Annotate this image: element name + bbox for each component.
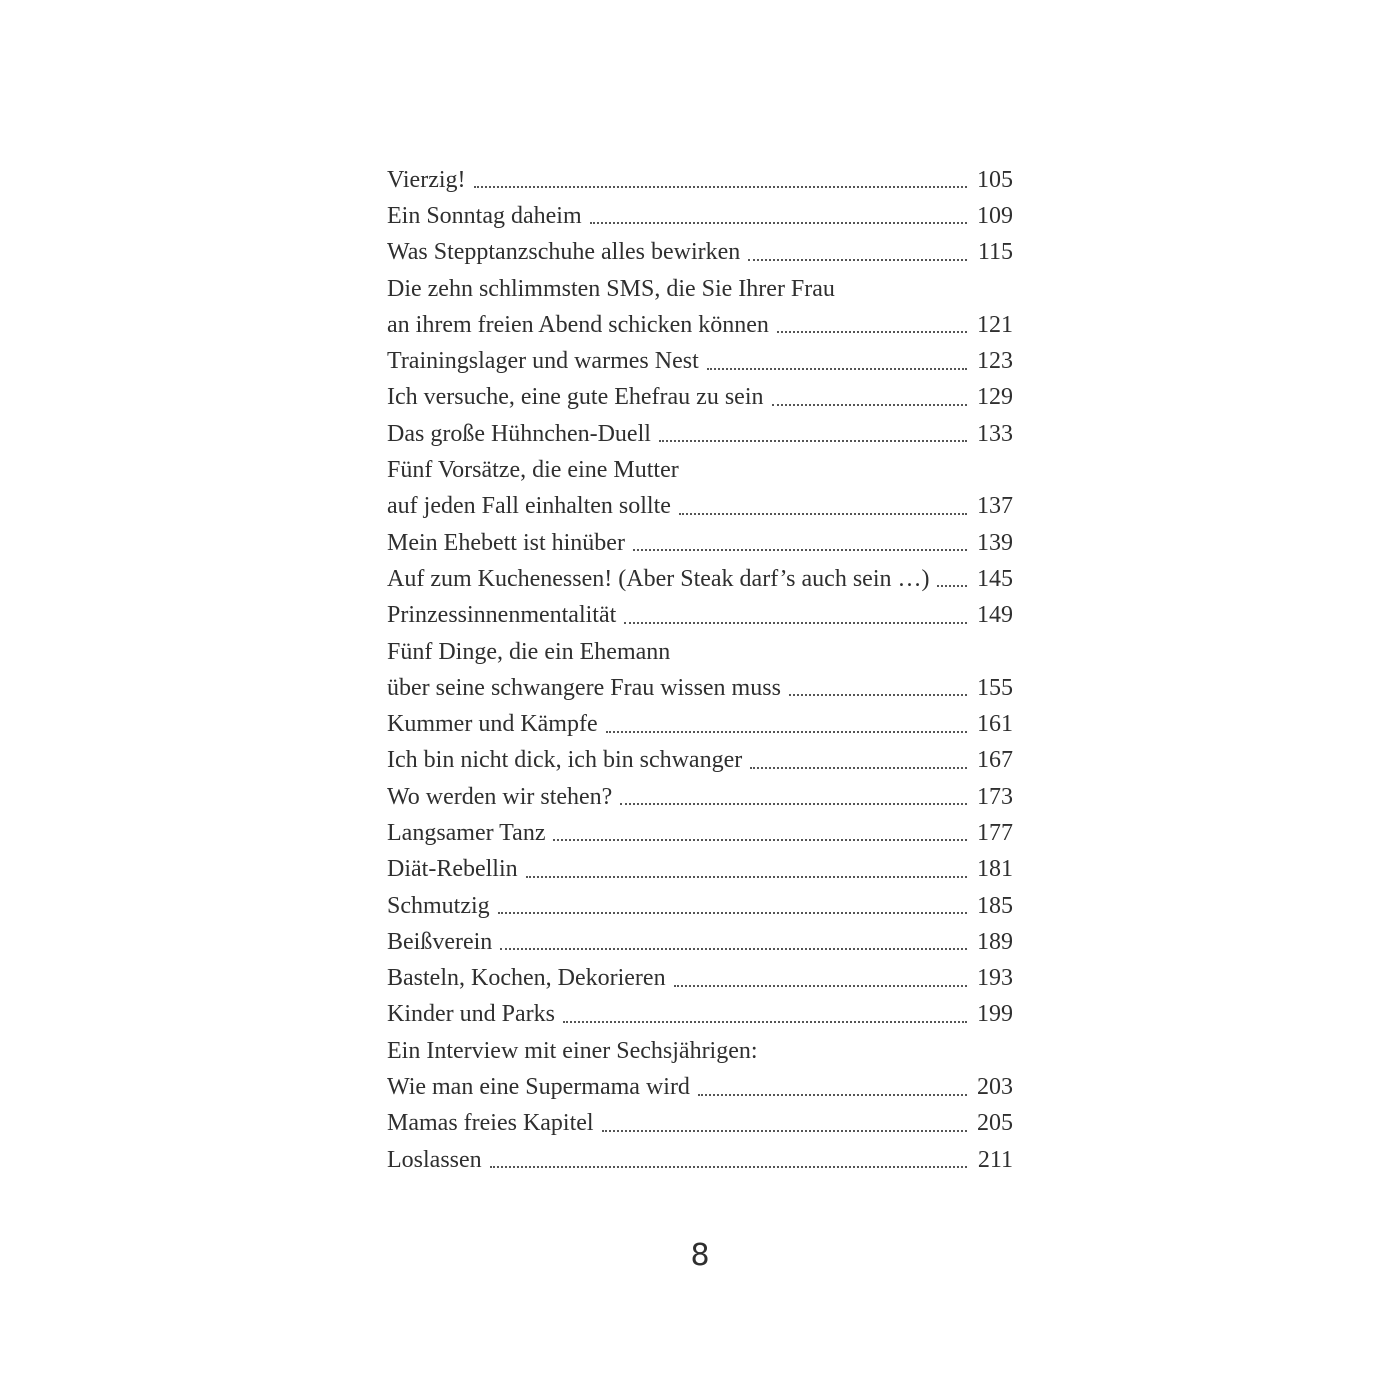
toc-entry (387, 634, 1013, 707)
toc-page-number: 161 (977, 711, 1013, 738)
toc-line (387, 670, 1013, 706)
toc-entry (387, 1033, 1013, 1106)
toc-page-number: 115 (977, 239, 1013, 266)
toc-line (387, 271, 1013, 307)
toc-entry (387, 561, 1013, 597)
dot-leader (553, 839, 967, 841)
toc-title: Ich versuche, eine gute Ehefrau zu sein (387, 384, 764, 411)
toc-entry (387, 343, 1013, 379)
dot-leader (490, 1166, 967, 1168)
toc-entry (387, 706, 1013, 742)
toc-entry (387, 598, 1013, 634)
toc-page-number: 105 (977, 166, 1013, 193)
toc-line (387, 852, 1013, 888)
toc-line (387, 997, 1013, 1033)
toc-line (387, 743, 1013, 779)
toc-page-number: 123 (977, 348, 1013, 375)
dot-leader (698, 1094, 967, 1096)
toc-title: Loslassen (387, 1146, 482, 1173)
toc-entry (387, 815, 1013, 851)
toc-title: Mein Ehebett ist hinüber (387, 529, 625, 556)
toc-page-number: 133 (977, 420, 1013, 447)
toc-entry (387, 525, 1013, 561)
toc-title: Fünf Dinge, die ein Ehemann (387, 638, 671, 665)
toc-line (387, 961, 1013, 997)
dot-leader (474, 186, 967, 188)
toc-entry (387, 852, 1013, 888)
toc-title: Das große Hühnchen-Duell (387, 420, 651, 447)
dot-leader (748, 259, 967, 261)
toc-entry (387, 271, 1013, 344)
toc-line (387, 1033, 1013, 1069)
toc-title: Beißverein (387, 928, 493, 955)
dot-leader (606, 731, 967, 733)
toc-line (387, 452, 1013, 488)
toc-entry (387, 924, 1013, 960)
toc-line (387, 343, 1013, 379)
toc-title: an ihrem freien Abend schicken können (387, 311, 769, 338)
toc-entry (387, 235, 1013, 271)
toc-page-number: 189 (977, 928, 1013, 955)
toc-page-number: 145 (977, 565, 1013, 592)
toc-line (387, 634, 1013, 670)
dot-leader (498, 912, 967, 914)
toc-title: Trainingslager und warmes Nest (387, 348, 699, 375)
toc-page-number: 173 (977, 783, 1013, 810)
toc-line (387, 489, 1013, 525)
toc-line (387, 888, 1013, 924)
toc-title: Diät-Rebellin (387, 856, 518, 883)
toc-line (387, 416, 1013, 452)
toc-line (387, 235, 1013, 271)
dot-leader (707, 368, 967, 370)
toc-line (387, 162, 1013, 198)
dot-leader (624, 622, 967, 624)
toc-entry (387, 162, 1013, 198)
dot-leader (563, 1021, 967, 1023)
toc-title: Wo werden wir stehen? (387, 783, 613, 810)
toc-entry (387, 416, 1013, 452)
toc-title: Ein Sonntag daheim (387, 202, 582, 229)
toc-title: Vierzig! (387, 166, 466, 193)
toc-line (387, 561, 1013, 597)
toc-page-number: 155 (977, 674, 1013, 701)
table-of-contents (387, 162, 1013, 1178)
toc-line (387, 1106, 1013, 1142)
toc-entry (387, 452, 1013, 525)
toc-line (387, 307, 1013, 343)
toc-page-number: 199 (977, 1001, 1013, 1028)
toc-page-number: 121 (977, 311, 1013, 338)
toc-title: Kummer und Kämpfe (387, 711, 598, 738)
toc-title: Langsamer Tanz (387, 819, 546, 846)
toc-title: Schmutzig (387, 892, 490, 919)
dot-leader (777, 331, 967, 333)
toc-page-number: 137 (977, 493, 1013, 520)
toc-page-number: 109 (977, 202, 1013, 229)
toc-line (387, 380, 1013, 416)
toc-title: Basteln, Kochen, Dekorieren (387, 965, 666, 992)
toc-page-number: 185 (977, 892, 1013, 919)
toc-entry (387, 888, 1013, 924)
toc-entry (387, 997, 1013, 1033)
toc-page-number: 139 (977, 529, 1013, 556)
dot-leader (500, 948, 967, 950)
toc-page-number: 203 (977, 1074, 1013, 1101)
toc-page-number: 181 (977, 856, 1013, 883)
dot-leader (750, 767, 967, 769)
toc-entry (387, 961, 1013, 997)
toc-line (387, 1142, 1013, 1178)
dot-leader (679, 513, 967, 515)
dot-leader (789, 694, 967, 696)
toc-title: Fünf Vorsätze, die eine Mutter (387, 457, 679, 484)
toc-line (387, 1069, 1013, 1105)
toc-title: Die zehn schlimmsten SMS, die Sie Ihrer Frau (387, 275, 835, 302)
toc-line (387, 706, 1013, 742)
toc-page-number: 167 (977, 747, 1013, 774)
dot-leader (937, 585, 967, 587)
toc-title: Ein Interview mit einer Sechsjährigen: (387, 1037, 758, 1064)
toc-line (387, 924, 1013, 960)
toc-title: Wie man eine Supermama wird (387, 1074, 690, 1101)
dot-leader (620, 803, 967, 805)
toc-entry (387, 1142, 1013, 1178)
toc-title: Auf zum Kuchenessen! (Aber Steak darf’s auch sein …) (387, 565, 930, 592)
toc-line (387, 779, 1013, 815)
toc-entry (387, 1106, 1013, 1142)
toc-line (387, 815, 1013, 851)
toc-page-number: 129 (977, 384, 1013, 411)
toc-title: Prinzessinnenmentalität (387, 602, 617, 629)
toc-page-number: 211 (977, 1146, 1013, 1173)
toc-line (387, 525, 1013, 561)
dot-leader (633, 549, 967, 551)
toc-title: Was Stepptanzschuhe alles bewirken (387, 239, 741, 266)
dot-leader (602, 1130, 967, 1132)
toc-title: auf jeden Fall einhalten sollte (387, 493, 671, 520)
toc-title: Mamas freies Kapitel (387, 1110, 594, 1137)
dot-leader (674, 985, 967, 987)
page-number: 8 (690, 1238, 710, 1273)
toc-title: Kinder und Parks (387, 1001, 555, 1028)
toc-line (387, 198, 1013, 234)
toc-page-number: 149 (977, 602, 1013, 629)
toc-entry (387, 380, 1013, 416)
dot-leader (590, 222, 967, 224)
dot-leader (659, 440, 967, 442)
dot-leader (526, 876, 967, 878)
toc-line (387, 598, 1013, 634)
toc-entry (387, 743, 1013, 779)
toc-page-number: 205 (977, 1110, 1013, 1137)
toc-page-number: 193 (977, 965, 1013, 992)
toc-page-number: 177 (977, 819, 1013, 846)
toc-entry (387, 198, 1013, 234)
toc-title: über seine schwangere Frau wissen muss (387, 674, 781, 701)
dot-leader (772, 404, 968, 406)
toc-title: Ich bin nicht dick, ich bin schwanger (387, 747, 743, 774)
toc-entry (387, 779, 1013, 815)
